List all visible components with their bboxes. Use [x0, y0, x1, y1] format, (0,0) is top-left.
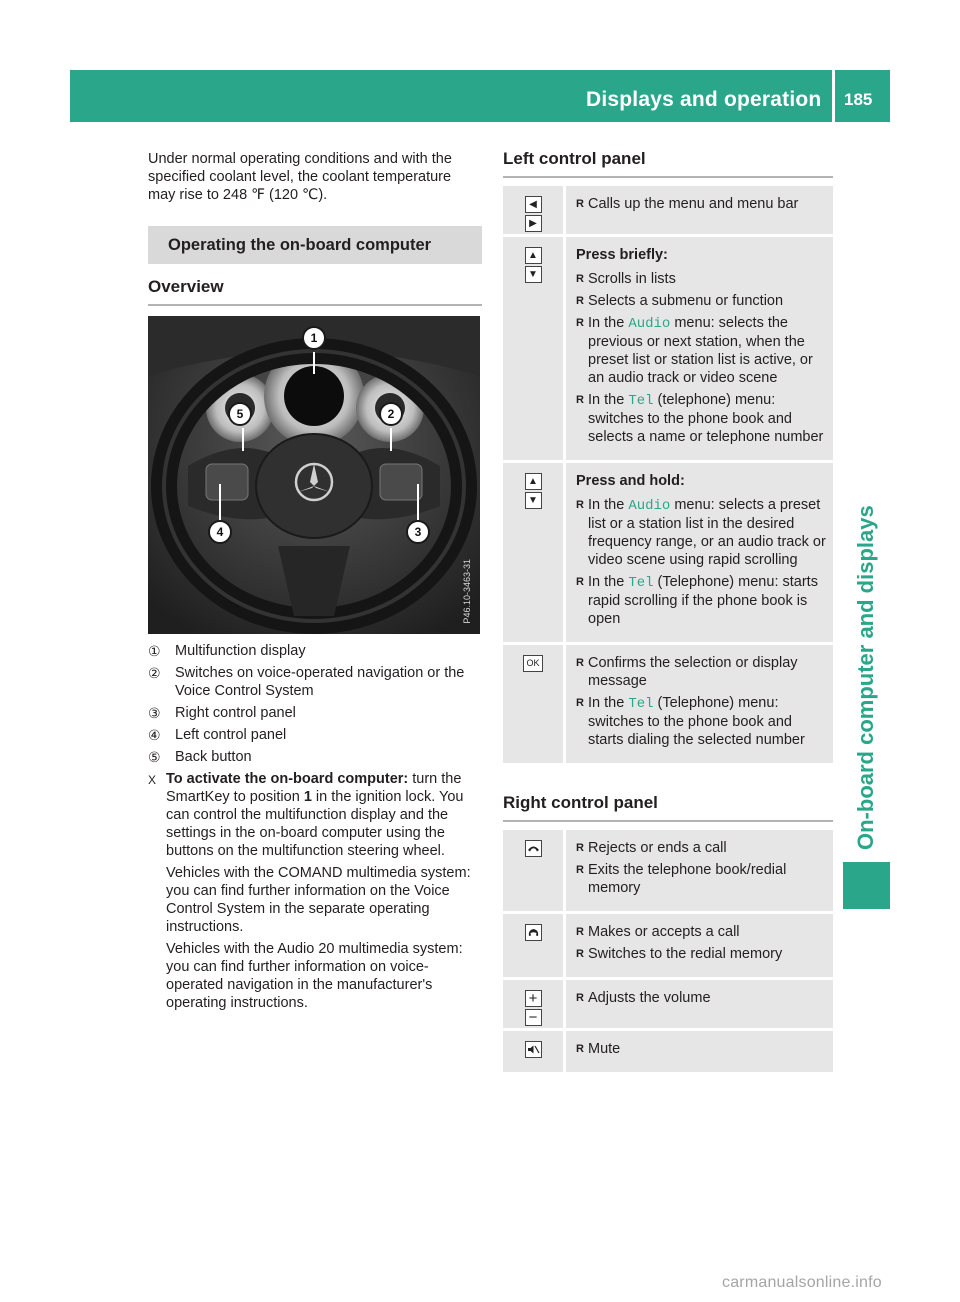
key-cell [503, 186, 563, 234]
overview-heading: Overview [148, 278, 482, 306]
key-cell [503, 914, 563, 977]
legend-text: Switches on voice-operated navigation or the Voice Control System [175, 665, 465, 699]
side-tab-label: On-board computer and displays [853, 505, 878, 850]
watermark: carmanualsonline.info [722, 1274, 882, 1291]
steering-wheel-figure [148, 316, 480, 634]
mute-icon [525, 1041, 542, 1058]
table-row [503, 463, 833, 642]
bullet-text: In the [588, 392, 629, 408]
legend-number: ⑤ [148, 749, 161, 765]
list-item: R Confirms the selection or display message [576, 654, 829, 690]
bullet-text: (Telephone) menu: switches to the phone book and starts dialing the selected number [588, 695, 805, 748]
section-heading: Operating the on-board computer [148, 226, 482, 264]
bullet-text: In the [588, 574, 629, 590]
list-item [576, 314, 829, 387]
plus-icon: + [525, 990, 542, 1007]
table-row [503, 914, 833, 977]
description-cell [563, 237, 833, 460]
callout-4: 4 [208, 520, 232, 544]
bullet-text: (Telephone) menu: starts rapid scrolling if the phone book is open [588, 574, 818, 627]
left-column [148, 150, 482, 1016]
activation-text [166, 770, 482, 860]
bullet-text: In the [588, 497, 629, 513]
key-cell [503, 463, 563, 642]
list-item: R Selects a submenu or function [576, 292, 829, 310]
table-row [503, 645, 833, 763]
activation-text-b: in the ignition lock. You can control the multifunction display and the settings in the on-board computer using the buttons on the multifunction steering wheel. [166, 789, 464, 859]
page-number: 185 [844, 90, 873, 109]
key-cell [503, 830, 563, 911]
legend-item [148, 726, 482, 744]
up-arrow-icon: ▲ [525, 247, 542, 264]
table-row [503, 237, 833, 460]
right-panel-heading: Right control panel [503, 794, 833, 822]
intro-paragraph: Under normal operating conditions and with the specified coolant level, the coolant temperature may rise to 248 ℉ (120 ℃). [148, 151, 452, 203]
table-row [503, 830, 833, 911]
activation-label: To activate the on-board computer: [166, 771, 409, 787]
right-arrow-icon: ▶ [525, 215, 542, 232]
description-cell [563, 463, 833, 642]
description-cell [563, 186, 833, 234]
activation-step [148, 770, 482, 1012]
legend-text: Multifunction display [175, 643, 306, 659]
callout-3: 3 [406, 520, 430, 544]
press-and-hold-title: Press and hold: [576, 473, 685, 489]
legend-item [148, 748, 482, 766]
figure-code: P46.10-3463-31 [462, 559, 472, 624]
callout-5: 5 [228, 402, 252, 426]
description-cell [563, 1031, 833, 1072]
description-cell [563, 980, 833, 1028]
key-cell [503, 1031, 563, 1072]
bullet-text: menu: selects the previous or next station, when the preset list or station list is active, or an audio track or video scene [588, 315, 813, 386]
list-item: R Exits the telephone book/redial memory [576, 861, 829, 897]
description-cell [563, 645, 833, 763]
list-item [576, 391, 829, 446]
menu-name-tel: Tel [628, 575, 654, 591]
list-item: R Rejects or ends a call [576, 839, 829, 857]
menu-name-tel: Tel [628, 696, 654, 712]
bullet-text: menu: selects a preset list or a station list in the desired frequency range, or an audio track or video scene using rapid scrolling [588, 497, 826, 568]
activation-position: 1 [303, 789, 312, 805]
step-arrow-icon: X [148, 773, 157, 787]
left-panel-heading: Left control panel [503, 150, 833, 178]
menu-name-tel: Tel [628, 393, 654, 409]
list-item: R Mute [576, 1040, 829, 1058]
table-row [503, 980, 833, 1028]
list-item: R Calls up the menu and menu bar [576, 195, 829, 213]
key-cell [503, 645, 563, 763]
description-cell [563, 830, 833, 911]
phone-accept-icon [525, 924, 542, 941]
ok-icon: OK [523, 655, 543, 672]
phone-end-icon [525, 840, 542, 857]
header-title: Displays and operation [586, 88, 822, 111]
right-column [503, 150, 833, 1075]
legend-text: Right control panel [175, 705, 296, 721]
table-row [503, 186, 833, 234]
left-arrow-icon: ◀ [525, 196, 542, 213]
menu-name-audio: Audio [628, 316, 671, 332]
bullet-text: (telephone) menu: switches to the phone book and selects a name or telephone number [588, 392, 824, 445]
legend-text: Left control panel [175, 727, 287, 743]
bullet-text: In the [588, 315, 629, 331]
press-briefly-title: Press briefly: [576, 247, 668, 263]
legend-number: ④ [148, 727, 161, 743]
callout-1: 1 [302, 326, 326, 350]
key-cell [503, 980, 563, 1028]
side-tab-marker [843, 862, 890, 909]
legend-text: Back button [175, 749, 252, 765]
legend-item [148, 642, 482, 660]
legend-number: ② [148, 665, 161, 681]
menu-name-audio: Audio [628, 498, 671, 514]
callout-2: 2 [379, 402, 403, 426]
description-cell [563, 914, 833, 977]
legend-item [148, 704, 482, 722]
table-row [503, 1031, 833, 1072]
steering-wheel-illustration [148, 316, 480, 634]
bullet-text: In the [588, 695, 629, 711]
audio20-note: Vehicles with the Audio 20 multimedia system: you can find further information on voice-operated navigation in the manufacturer's operating instructions. [166, 941, 463, 1011]
up-arrow-icon: ▲ [525, 473, 542, 490]
header-divider [832, 70, 835, 122]
key-cell [503, 237, 563, 460]
down-arrow-icon: ▼ [525, 492, 542, 509]
minus-icon: − [525, 1009, 542, 1026]
comand-note: Vehicles with the COMAND multimedia system: you can find further information on the Voice Control System in the separate operating instructions. [166, 865, 471, 935]
activation-text-a: turn the SmartKey to position [166, 771, 462, 805]
list-item [576, 694, 829, 749]
list-item [576, 496, 829, 569]
section-gap [503, 766, 833, 794]
list-item: R Adjusts the volume [576, 989, 829, 1007]
list-item: R Makes or accepts a call [576, 923, 829, 941]
legend-item [148, 664, 482, 700]
legend-number: ① [148, 643, 161, 659]
legend-number: ③ [148, 705, 161, 721]
down-arrow-icon: ▼ [525, 266, 542, 283]
list-item: R Switches to the redial memory [576, 945, 829, 963]
list-item: R Scrolls in lists [576, 270, 829, 288]
list-item [576, 573, 829, 628]
side-tab [841, 140, 889, 850]
